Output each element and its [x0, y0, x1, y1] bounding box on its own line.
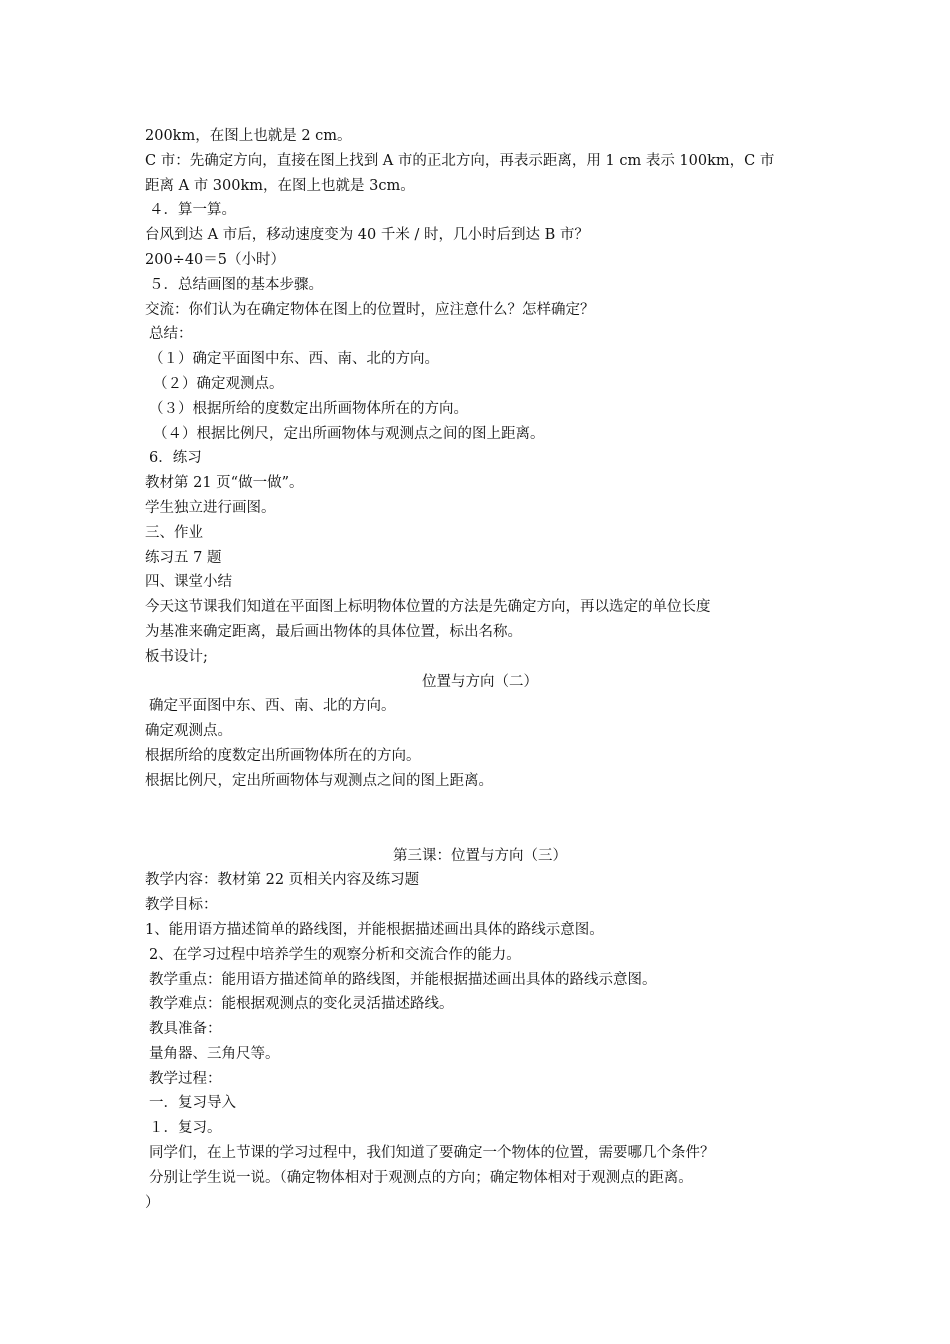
text-line: ４．算一算。 [149, 202, 236, 219]
text-line: 教学难点：能根据观测点的变化灵活描述路线。 [149, 996, 454, 1013]
section-heading: 四、课堂小结 [145, 574, 232, 591]
text-line: 台风到达 A 市后，移动速度变为 40 千米 / 时，几小时后到达 B 市？ [145, 227, 589, 244]
text-line: 教具准备： [149, 1021, 222, 1038]
text-line: 教材第 21 页“做一做”。 [145, 475, 304, 492]
text-line: （４）根据比例尺，定出所画物体与观测点之间的图上距离。 [153, 425, 545, 442]
section-heading: 三、作业 [145, 524, 203, 541]
text-line: 板书设计; [145, 648, 208, 665]
text-line: 今天这节课我们知道在平面图上标明物体位置的方法是先确定方向，再以选定的单位长度 [145, 599, 711, 616]
text-line: ５．总结画图的基本步骤。 [149, 276, 323, 293]
text-line: 一．复习导入 [149, 1095, 236, 1112]
text-line: 根据所给的度数定出所画物体所在的方向。 [145, 747, 421, 764]
text-line: 距离 A 市 300km，在图上也就是 3cm。 [145, 177, 415, 194]
text-line: 200km，在图上也就是 2 cm。 [145, 128, 352, 144]
text-line: 练习五 7 题 [145, 549, 222, 566]
text-line: 教学目标： [145, 897, 218, 914]
lesson-title: 第三课：位置与方向（三） [393, 847, 567, 864]
text-line: １．复习。 [149, 1120, 222, 1137]
board-title: 位置与方向（二） [422, 673, 538, 690]
text-line: 1、能用语方描述简单的路线图，并能根据描述画出具体的路线示意图。 [145, 921, 604, 938]
text-line: 教学重点：能用语方描述简单的路线图，并能根据描述画出具体的路线示意图。 [149, 971, 657, 988]
text-line: 6．练习 [149, 450, 202, 467]
text-line: （１）确定平面图中东、西、南、北的方向。 [149, 351, 439, 368]
text-line: 根据比例尺，定出所画物体与观测点之间的图上距离。 [145, 772, 493, 789]
text-line: 为基准来确定距离，最后画出物体的具体位置，标出名称。 [145, 623, 522, 640]
text-line: 量角器、三角尺等。 [149, 1045, 280, 1062]
text-line: 教学内容：教材第 22 页相关内容及练习题 [145, 872, 420, 889]
text-line: （３）根据所给的度数定出所画物体所在的方向。 [149, 400, 468, 417]
text-line: 2、在学习过程中培养学生的观察分析和交流合作的能力。 [149, 946, 521, 963]
text-line: 交流：你们认为在确定物体在图上的位置时，应注意什么？怎样确定？ [145, 301, 595, 318]
text-line: （２）确定观测点。 [153, 375, 284, 392]
text-line: 同学们，在上节课的学习过程中，我们知道了要确定一个物体的位置，需要哪几个条件？ [149, 1145, 715, 1162]
text-line: 学生独立进行画图。 [145, 499, 276, 516]
text-line: C 市：先确定方向，直接在图上找到 A 市的正北方向，再表示距离，用 1 cm 表示 100km，C 市 [145, 152, 775, 169]
text-line: ） [145, 1194, 160, 1211]
text-line: 确定平面图中东、西、南、北的方向。 [149, 698, 396, 715]
text-line: 确定观测点。 [145, 723, 232, 740]
text-line: 200÷40＝5（小时） [145, 251, 286, 268]
text-line: 分别让学生说一说。（确定物体相对于观测点的方向；确定物体相对于观测点的距离。 [149, 1169, 693, 1186]
spacer [145, 794, 815, 844]
document-page [145, 124, 815, 1215]
text-line: 教学过程： [149, 1070, 222, 1087]
text-line: 总结： [149, 326, 193, 343]
